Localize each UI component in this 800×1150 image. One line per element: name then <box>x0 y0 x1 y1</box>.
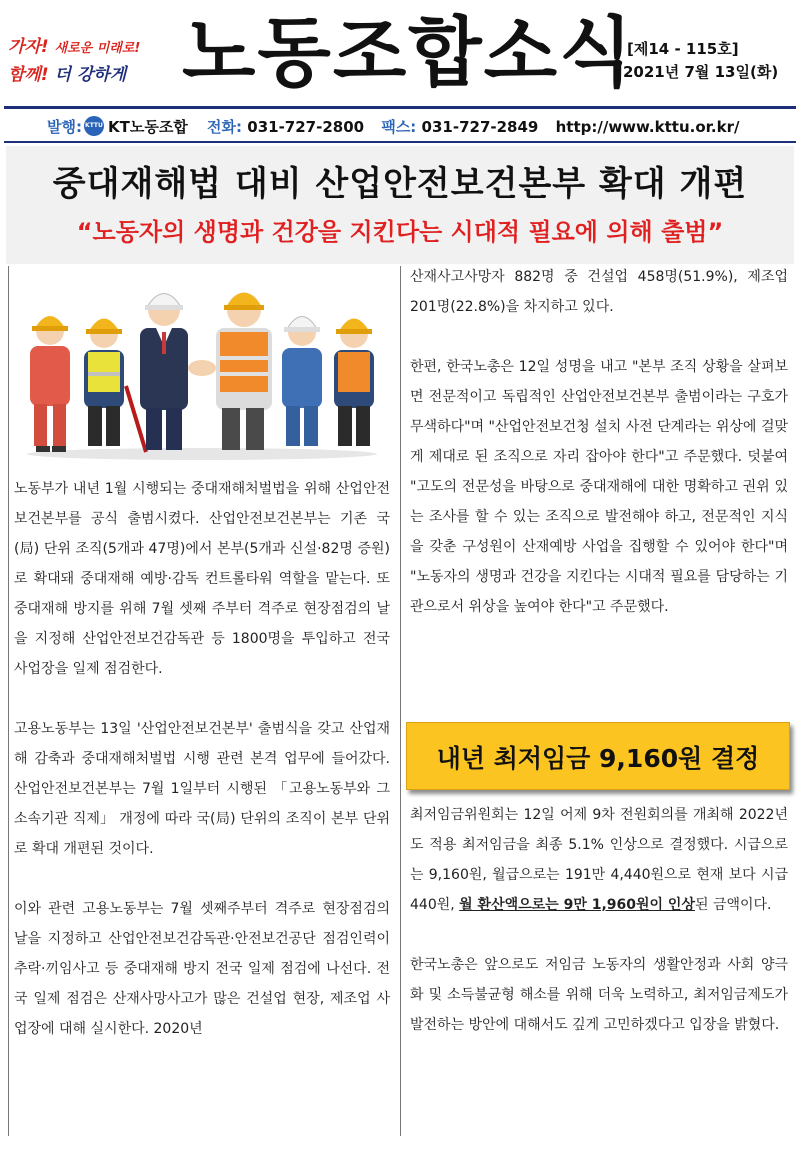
phone-label: 전화: <box>207 118 243 136</box>
article-headline: 중대재해법 대비 산업안전보건본부 확대 개편 <box>52 164 748 204</box>
slogan-future: 새로운 미래로! <box>54 41 141 56</box>
article1-paragraph-3: 이와 관련 고용노동부는 7월 셋째주부터 격주로 현장점검의 날을 지정하고 산업안전보건감독관·안전보건공단 점검인력이 추락·끼임사고 등 중대재해 방지 전국 일제 점검에 나선다. 전국 일제 점검은 산재사망사고가 많은 건설업 현장, 제조업 사업장에 대해 실시한다. 2020년 <box>14 901 390 1037</box>
article1-paragraph-4: 산재사고사망자 882명 중 건설업 458명(51.9%), 제조업 201명(22.8%)을 차지하고 있다. <box>410 269 788 315</box>
article-subhead: “노동자의 생명과 건강을 지킨다는 시대적 필요에 의해 출범” <box>76 218 724 246</box>
worker-vest-icon <box>84 319 146 453</box>
left-column-text <box>14 474 390 1044</box>
minimum-wage-title-box <box>406 722 790 790</box>
fax-number: 031-727-2849 <box>421 118 539 136</box>
issue-number: [제14 - 115호] <box>627 40 739 58</box>
slogan-go: 가자! <box>8 37 49 57</box>
worker-orange-icon <box>334 319 374 447</box>
issue-info <box>623 38 779 84</box>
contact-bar <box>0 114 800 140</box>
article2-p1-after: 된 금액이다. <box>694 897 772 913</box>
slogan-together: 함께! <box>8 65 49 85</box>
worker-blue-icon <box>282 317 322 447</box>
left-column-rule <box>8 266 9 1136</box>
headline-box <box>6 146 794 264</box>
contact-divider <box>4 141 796 143</box>
workers-illustration <box>16 276 388 462</box>
newsletter-title: 노동조합소식 <box>182 8 635 97</box>
masthead-slogan <box>8 34 166 88</box>
phone-number: 031-727-2800 <box>247 118 365 136</box>
article2-p1-highlight: 월 환산액으로는 9만 1,960원이 인상 <box>459 897 695 913</box>
website-link[interactable]: http://www.kttu.or.kr/ <box>555 118 740 136</box>
kttu-logo-icon: KTTU <box>84 116 104 136</box>
issue-date: 2021년 7월 13일(화) <box>623 63 779 81</box>
article1-paragraph-5: 한편, 한국노총은 12일 성명을 내고 "본부 조직 상황을 살펴보면 전문적이고 독립적인 산업안전보건본부 출범이라는 구호가 무색하다"며 "산업안전보건청 설치 사전 단계라는 위상에 걸맞게 제대로 된 조직으로 자리 잡아야 한다"고 주문했다. 덧붙여 "고도의 전문성을 바탕으로 중대재해에 대한 명확하고 권위 있는 조사를 할 수 있는 조직으로 발전해야 하고, 전문적인 지식을 갖춘 구성원이 산재예방 사업을 집행할 수 있어야 한다"며 "노동자의 생명과 건강을 지킨다는 시대적 필요를 담당하는 기관으로서 위상을 높여야 한다"고 주문했다. <box>410 359 788 615</box>
center-column-rule <box>400 266 401 1136</box>
publisher-label: 발행: <box>47 118 82 136</box>
fax-label: 팩스: <box>381 118 417 136</box>
article1-paragraph-2: 고용노동부는 13일 '산업안전보건본부' 출범식을 갖고 산업재해 감축과 중대재해처벌법 시행 관련 본격 업무에 들어갔다. 산업안전보건본부는 7월 1일부터 시행된 「고용노동부와 그 소속기관 직제」 개정에 따라 국(局) 단위의 조직이 본부 단위로 확대 개편된 것이다. <box>14 721 390 857</box>
publisher-name: KT노동조합 <box>107 118 188 136</box>
minimum-wage-title: 내년 최저임금 9,160원 결정 <box>436 744 760 773</box>
article2-p1-before: 최저임금위원회는 12일 어제 9차 전원회의를 개최해 2022년도 적용 최저임금을 최종 5.1% 인상으로 결정했다. 시급으로는 9,160원, 월급으로는 191만 4,440원으로 현재 보다 시급 440원, <box>410 807 788 913</box>
article2-paragraph-1 <box>410 800 788 920</box>
right-column-text <box>410 262 788 622</box>
slogan-stronger: 더 강하게 <box>54 65 127 85</box>
article1-paragraph-1: 노동부가 내년 1월 시행되는 중대재해처벌법을 위해 산업안전보건본부를 공식 출범시켰다. 산업안전보건본부는 기존 국(局) 단위 조직(5개과 47명)에서 본부(5개과 신설·82명 증원)로 확대돼 중대재해 예방·감독 컨트롤타워 역할을 맡는다. 또 중대재해 방지를 위해 7월 셋째 주부터 격주로 현장점검의 날을 지정해 산업안전보건감독관 등 1800명을 투입하고 전국 사업장을 일제 점검한다. <box>14 481 390 677</box>
worker-red-icon <box>30 316 70 452</box>
worker-orange-vest-icon <box>216 293 272 451</box>
minimum-wage-text <box>410 800 788 1040</box>
worker-suit-icon <box>140 294 188 451</box>
masthead-divider <box>4 106 796 109</box>
article2-paragraph-2: 한국노총은 앞으로도 저임금 노동자의 생활안정과 사회 양극화 및 소득불균형 해소를 위해 더욱 노력하고, 최저임금제도가 발전하는 방안에 대해서도 깊게 고민하겠다고 입장을 밝혔다. <box>410 957 788 1033</box>
